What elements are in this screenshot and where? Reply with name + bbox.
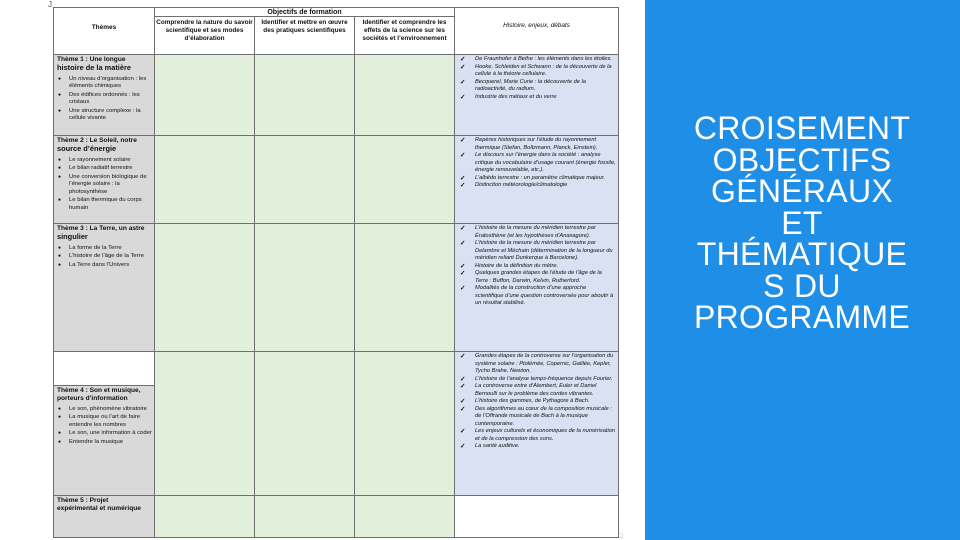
- objective-cell: [155, 136, 255, 224]
- slide-title-line: ET: [781, 204, 823, 241]
- list-item: ● Le bilan radiatif terrestre: [58, 165, 152, 173]
- history-item: ✓ Repères historiques sur l’étude du rayonnement thermique (Stefan, Boltzmann, Planck, Einstein).: [459, 137, 616, 152]
- table-row: [54, 496, 619, 538]
- history-cell: [455, 352, 619, 496]
- slide-title-line: GÉNÉRAUX: [711, 173, 893, 209]
- history-cell: [455, 224, 619, 352]
- history-cell: [455, 136, 619, 224]
- header-objective-2: Identifier et mettre en œuvre des pratiques scientifiques: [255, 17, 355, 55]
- objective-cell: [255, 352, 355, 496]
- theme-title: Thème 4 : Son et musique, porteurs d’information: [57, 387, 141, 403]
- history-cell: [455, 55, 619, 136]
- header-objectives-group: Objectifs de formation: [155, 8, 455, 17]
- history-item: ✓ Histoire de la définition du mètre.: [459, 263, 616, 271]
- history-item: ✓ Modalités de la construction d’une approche scientifique d’une question controversée pour aboutir à un résultat stabilisé.: [459, 285, 616, 308]
- slide-title: [682, 110, 922, 335]
- slide-title-line: OBJECTIFS: [712, 141, 892, 178]
- theme-title: Thème 2 : Le Soleil, notre source d’énergie: [57, 137, 137, 154]
- objective-cell: [155, 55, 255, 136]
- theme-title: Thème 5 : Projet expérimental et numérique: [57, 497, 141, 513]
- theme-subtopics: [54, 245, 154, 270]
- objective-cell: [355, 496, 455, 538]
- theme-cell: [54, 352, 155, 386]
- history-item: ✓ Grandes étapes de la controverse sur l’organisation du système solaire : Ptolémée, Copernic, Galilée, Kepler, Tycho Brahe, Newton.: [459, 353, 616, 376]
- history-item: ✓ Quelques grandes étapes de l’étude de l’âge de la Terre : Buffon, Darwin, Kelvin, Rutherford.: [459, 270, 616, 285]
- theme-subtopics: [54, 406, 154, 447]
- list-item: ● Une conversion biologique de l’énergie solaire : la photosynthèse: [58, 174, 152, 197]
- theme-title: Thème 1 : Une longue histoire de la matière: [57, 56, 131, 73]
- header-history: Histoire, enjeux, débats: [455, 8, 619, 55]
- list-item: ● Un niveau d’organisation : les éléments chimiques: [58, 76, 152, 91]
- objective-cell: [255, 136, 355, 224]
- theme-cell: [54, 386, 155, 496]
- history-item: ✓ La controverse entre d’Alembert, Euler et Daniel Bernoulli sur le problème des cordes vibrantes.: [459, 383, 616, 398]
- history-item: ✓ L’histoire des gammes, de Pythagore à Bach.: [459, 398, 616, 406]
- history-item: ✓ Des algorithmes au cœur de la composition musicale : de l’Offrande musicale de Bach à la musique contemporaine.: [459, 406, 616, 429]
- header-objective-3: Identifier et comprendre les effets de la science sur les sociétés et l’environnement: [355, 17, 455, 55]
- list-item: ● La Terre dans l’Univers: [58, 262, 152, 270]
- history-item: ✓ L’histoire de l’analyse temps-fréquence depuis Fourier.: [459, 376, 616, 384]
- list-item: ● Des édifices ordonnés : les cristaux: [58, 92, 152, 107]
- objective-cell: [355, 352, 455, 496]
- list-item: ● Le son, phénomène vibratoire: [58, 406, 152, 414]
- list-item: ● La musique ou l’art de faire entendre les nombres: [58, 414, 152, 429]
- history-item: ✓ De Fraunhofer à Bethe : les éléments dans les étoiles.: [459, 56, 616, 64]
- history-item: ✓ L’albédo terrestre : un paramètre climatique majeur.: [459, 175, 616, 183]
- theme-subtopics: [54, 157, 154, 213]
- list-item: ● Le son, une information à coder: [58, 430, 152, 438]
- theme-cell: [54, 496, 155, 538]
- objective-cell: [155, 352, 255, 496]
- list-item: ● Entendre la musique: [58, 439, 152, 447]
- history-item: ✓ Les enjeux culturels et économiques de la numérisation et de la compression des sons.: [459, 428, 616, 443]
- objective-cell: [355, 224, 455, 352]
- theme-cell: [54, 55, 155, 136]
- slide-title-line: THÉMATIQUE: [696, 236, 908, 272]
- objective-cell: [355, 136, 455, 224]
- history-cell: [455, 496, 619, 538]
- theme-cell: [54, 136, 155, 224]
- slide-title-line: S DU: [763, 267, 841, 304]
- objective-cell: [255, 496, 355, 538]
- slide-title-line: CROISEMENT: [693, 110, 911, 146]
- theme-title: Thème 3 : La Terre, un astre singulier: [57, 225, 145, 242]
- header-objective-1: Comprendre la nature du savoir scientifique et ses modes d’élaboration: [155, 17, 255, 55]
- list-item: ● Le rayonnement solaire: [58, 157, 152, 165]
- table-row: [54, 352, 619, 386]
- table-row: [54, 136, 619, 224]
- table-row: [54, 224, 619, 352]
- corner-mark: J: [48, 0, 52, 9]
- page-mark: □: [618, 533, 623, 540]
- objective-cell: [355, 55, 455, 136]
- list-item: ● L’histoire de l’âge de la Terre: [58, 253, 152, 261]
- theme-subtopics: [54, 76, 154, 123]
- history-item: ✓ Becquerel, Marie Curie : la découverte de la radioactivité, du radium.: [459, 79, 616, 94]
- history-item: ✓ L’histoire de la mesure du méridien terrestre par Ératosthène (et les hypothèses d’Anaxagore).: [459, 225, 616, 240]
- history-item: ✓ Hooke, Schleiden et Schwann : de la découverte de la cellule à la théorie cellulaire.: [459, 64, 616, 79]
- objective-cell: [255, 224, 355, 352]
- history-item: ✓ Le discours sur l’énergie dans la société : analyse critique du vocabulaire d’usage courant (énergie fossile, énergie renouvelable, etc.).: [459, 152, 616, 175]
- history-item: ✓ La santé auditive.: [459, 443, 616, 451]
- objective-cell: [155, 224, 255, 352]
- objectives-table-bottom: [53, 351, 619, 538]
- list-item: ● La forme de la Terre: [58, 245, 152, 253]
- slide-title-line: PROGRAMME: [693, 299, 911, 335]
- list-item: ● Le bilan thermique du corps humain: [58, 197, 152, 212]
- header-themes: Thèmes: [54, 8, 155, 55]
- history-item: ✓ Industrie des métaux et du verre: [459, 94, 616, 102]
- objective-cell: [155, 496, 255, 538]
- objectives-table-top: [53, 7, 619, 352]
- history-item: ✓ Distinction météorologie/climatologie: [459, 182, 616, 190]
- theme-cell: [54, 224, 155, 352]
- table-row: [54, 55, 619, 136]
- objective-cell: [255, 55, 355, 136]
- history-item: ✓ L’histoire de la mesure du méridien terrestre par Delambre et Méchain (détermination de la longueur du méridien reliant Dunkerque à Barcelone).: [459, 240, 616, 263]
- list-item: ● Une structure complexe : la cellule vivante: [58, 108, 152, 123]
